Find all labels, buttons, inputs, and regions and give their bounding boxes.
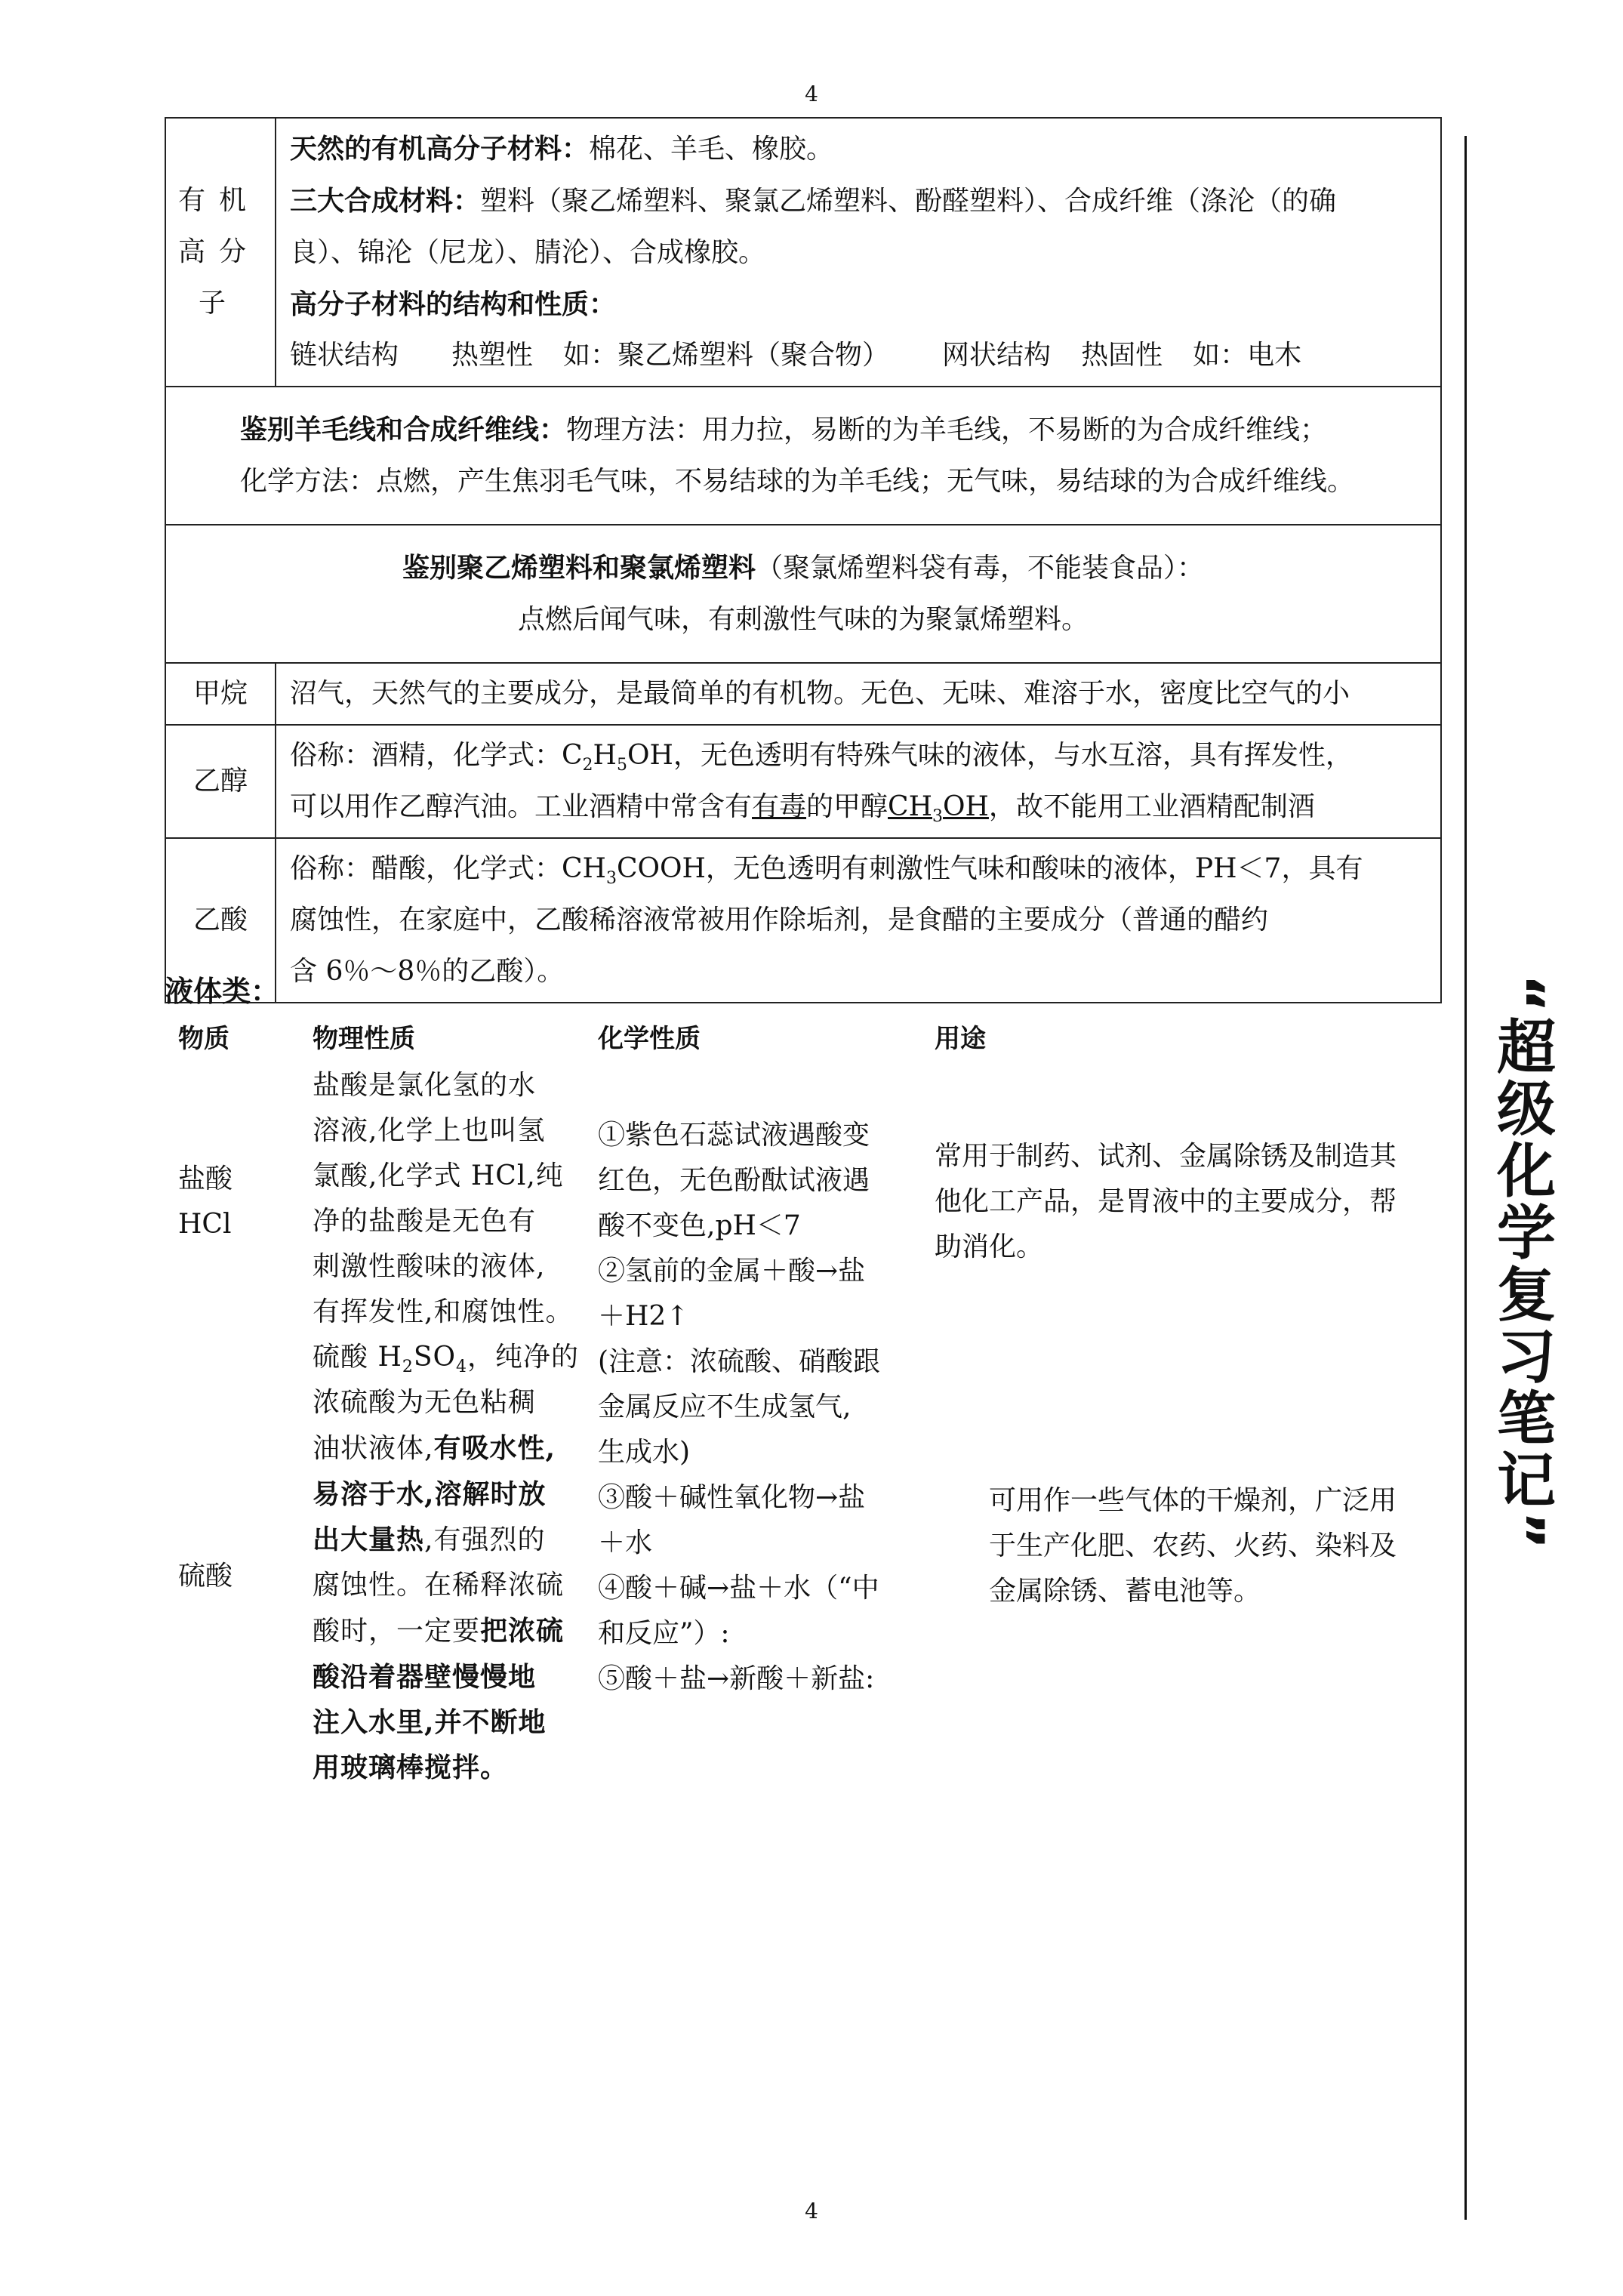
ethanol-text-f: ，故不能用工业酒精配制酒 xyxy=(988,791,1315,822)
h2so4-physical-1c: ，纯净的 xyxy=(467,1342,580,1373)
table-row-ethanol xyxy=(165,725,1441,838)
h2so4-physical-1sub2: 4 xyxy=(456,1358,468,1377)
acetic-text-b: COOH，无色透明有刺激性气味和酸味的液体，PH＜7，具有 xyxy=(616,853,1363,884)
chemical-line: 红色，无色酚酞试液遇 xyxy=(598,1165,870,1196)
label-ethanol: 乙醇 xyxy=(165,725,276,838)
table-row-acetic-acid xyxy=(165,838,1441,1003)
structure-title: 高分子材料的结构和性质： xyxy=(290,288,617,320)
hcl-physical-line: 盐酸是氯化氢的水 xyxy=(313,1070,537,1101)
thermoset-example: 如：电木 xyxy=(1193,340,1302,371)
acetic-text-a: 俗称：醋酸，化学式：CH xyxy=(290,853,606,884)
section-title-liquids: 液体类： xyxy=(165,974,280,1008)
h2so4-physical-7b: 把浓硫 xyxy=(480,1615,565,1647)
acid-chemical-properties xyxy=(598,1113,915,1702)
chemical-line: 和反应”）: xyxy=(598,1618,730,1649)
h2so4-physical-line: 注入水里,并不断地 xyxy=(313,1706,547,1738)
side-title: “超级化学复习笔记” xyxy=(1487,974,1555,1553)
h2so4-name: 硫酸 xyxy=(178,1561,233,1592)
table-row-identify-fiber xyxy=(165,387,1441,525)
chemical-line: ④酸＋碱→盐＋水（“中 xyxy=(598,1573,879,1604)
hcl-formula: HCl xyxy=(178,1209,232,1240)
h2so4-physical-5a: 出大量热 xyxy=(313,1524,425,1555)
ethanol-sub-b: 5 xyxy=(616,756,627,775)
chemical-line: ③酸＋碱性氧化物→盐 xyxy=(598,1482,866,1513)
organic-materials-table xyxy=(165,117,1442,1003)
page-number-bottom: 4 xyxy=(805,2199,818,2224)
methanol-a: CH xyxy=(888,791,932,822)
hcl-physical-line: 净的盐酸是无色有 xyxy=(313,1206,537,1237)
hcl-physical-line: 氯酸,化学式 HCl,纯 xyxy=(313,1160,564,1191)
thermoset: 热固性 xyxy=(1081,340,1163,371)
h2so4-physical-line: 用玻璃棒搅拌。 xyxy=(313,1752,509,1783)
methanol-b: OH xyxy=(943,791,989,822)
synthetic-text-1: 塑料（聚乙烯塑料、聚氯乙烯塑料、酚醛塑料）、合成纤维（涤沦（的确 xyxy=(480,186,1337,217)
ethanol-toxic: 有毒 xyxy=(752,791,807,822)
methane-text: 沼气，天然气的主要成分，是最简单的有机物。无色、无味、难溶于水，密度比空气的小 xyxy=(276,663,1441,725)
chain-structure: 链状结构 xyxy=(290,340,399,371)
hcl-physical-line: 刺激性酸味的液体, xyxy=(313,1251,546,1282)
header-chemical: 化学性质 xyxy=(598,1024,701,1054)
h2so4-physical-line xyxy=(313,1335,584,1380)
ethanol-text-b: H xyxy=(593,740,617,771)
natural-text: 棉花、羊毛、橡胶。 xyxy=(589,134,834,165)
chemical-line: ②氢前的金属＋酸→盐 xyxy=(598,1256,866,1287)
h2so4-physical-line xyxy=(313,1608,584,1654)
table-row-methane xyxy=(165,663,1441,725)
synthetic-title: 三大合成材料： xyxy=(290,185,481,217)
identify-plastic-cell xyxy=(165,525,1441,663)
identify-fiber-physical: 物理方法：用力拉，易断的为羊毛线，不易断的为合成纤维线； xyxy=(566,415,1328,445)
methanol-sub: 3 xyxy=(932,807,943,827)
identify-fiber-chemical: 化学方法：点燃，产生焦羽毛气味，不易结球的为羊毛线；无气味，易结球的为合成纤维线。 xyxy=(240,466,1355,497)
ethanol-text-e: 的甲醇 xyxy=(806,791,888,822)
h2so4-physical-5b: ,有强烈的 xyxy=(424,1524,546,1555)
synthetic-text-2: 良）、锦沦（尼龙）、腈沦）、合成橡胶。 xyxy=(290,237,766,268)
label-acetic-acid: 乙酸 xyxy=(165,838,276,1003)
chemical-line: 金属反应不生成氢气, xyxy=(598,1391,852,1422)
methanol-formula xyxy=(888,791,989,827)
identify-plastic-method: 点燃后闻气味，有刺激性气味的为聚氯烯塑料。 xyxy=(517,604,1089,635)
hcl-use-line: 常用于制药、试剂、金属除锈及制造其 xyxy=(935,1141,1397,1172)
h2so4-use-line: 可用作一些气体的干燥剂，广泛用 xyxy=(989,1485,1397,1516)
polymer-content xyxy=(276,118,1441,387)
header-physical: 物理性质 xyxy=(313,1024,415,1054)
thermoplastic: 热塑性 xyxy=(451,340,534,371)
h2so4-physical-line xyxy=(313,1517,584,1563)
h2so4-use xyxy=(989,1478,1442,1614)
chemical-line: ①紫色石蕊试液遇酸变 xyxy=(598,1120,870,1151)
acetic-acid-content xyxy=(276,838,1441,1003)
h2so4-physical-line: 酸沿着器壁慢慢地 xyxy=(313,1661,537,1693)
h2so4-physical-1a: 硫酸 H xyxy=(313,1342,402,1373)
hcl-physical xyxy=(313,1063,584,1335)
hcl-name: 盐酸 xyxy=(178,1163,233,1194)
acetic-text-c: 腐蚀性，在家庭中，乙酸稀溶液常被用作除垢剂，是食醋的主要成分（普通的醋约 xyxy=(290,905,1269,935)
h2so4-physical-line: 浓硫酸为无色粘稠 xyxy=(313,1387,537,1418)
h2so4-physical-3b: 有吸水性, xyxy=(433,1432,556,1464)
chemical-line: ＋水 xyxy=(598,1527,653,1558)
margin-divider-line xyxy=(1464,136,1467,2220)
ethanol-text-a: 俗称：酒精，化学式：C xyxy=(290,740,583,771)
h2so4-physical-1b: SO xyxy=(413,1342,457,1373)
h2so4-physical-line: 腐蚀性。在稀释浓硫 xyxy=(313,1570,565,1601)
thermoplastic-example: 如：聚乙烯塑料（聚合物） xyxy=(563,340,890,371)
h2so4-physical xyxy=(313,1335,584,1790)
network-structure: 网状结构 xyxy=(942,340,1052,371)
chemical-line: ＋H2↑ xyxy=(598,1301,689,1332)
acetic-sub: 3 xyxy=(605,869,617,889)
acetic-text-d: 含 6％～8％的乙酸）。 xyxy=(290,956,565,987)
identify-plastic-title: 鉴别聚乙烯塑料和聚氯烯塑料 xyxy=(402,552,756,584)
ethanol-text-c: OH，无色透明有特殊气味的液体，与水互溶，具有挥发性， xyxy=(627,740,1353,771)
hcl-use-line: 助消化。 xyxy=(935,1231,1044,1262)
hcl-physical-line: 溶液,化学上也叫氢 xyxy=(313,1115,546,1146)
h2so4-use-line: 于生产化肥、农药、火药、染料及 xyxy=(989,1530,1397,1561)
chemical-line: 生成水) xyxy=(598,1437,691,1468)
hcl-use-line: 他化工产品，是胃液中的主要成分，帮 xyxy=(935,1186,1397,1217)
h2so4-physical-line xyxy=(313,1425,584,1472)
label-methane: 甲烷 xyxy=(165,663,276,725)
ethanol-content xyxy=(276,725,1441,838)
h2so4-physical-1sub: 2 xyxy=(402,1358,414,1377)
hcl-use xyxy=(935,1134,1448,1270)
table-row-identify-plastic xyxy=(165,525,1441,663)
header-use: 用途 xyxy=(935,1024,986,1054)
chemical-line: ⑤酸＋盐→新酸＋新盐: xyxy=(598,1663,875,1694)
hcl-name-block xyxy=(178,1157,233,1247)
table-row-polymer xyxy=(165,118,1441,387)
identify-plastic-note: （聚氯烯塑料袋有毒，不能装食品）： xyxy=(756,553,1205,584)
ethanol-text-d: 可以用作乙醇汽油。工业酒精中常含有 xyxy=(290,791,753,822)
page-number-top: 4 xyxy=(805,82,818,106)
natural-title: 天然的有机高分子材料： xyxy=(290,133,590,165)
h2so4-physical-line: 易溶于水,溶解时放 xyxy=(313,1478,547,1510)
chemical-line: 酸不变色,pH＜7 xyxy=(598,1210,801,1241)
h2so4-use-line: 金属除锈、蓄电池等。 xyxy=(989,1576,1261,1607)
identify-fiber-cell xyxy=(165,387,1441,525)
h2so4-physical-7a: 酸时，一定要 xyxy=(313,1616,481,1647)
chemical-line: (注意：浓硫酸、硝酸跟 xyxy=(598,1346,881,1377)
ethanol-sub-a: 2 xyxy=(582,756,593,775)
label-polymer: 有机高分子 xyxy=(165,118,276,387)
h2so4-physical-3a: 油状液体, xyxy=(313,1433,434,1464)
header-substance: 物质 xyxy=(178,1024,229,1054)
identify-fiber-title: 鉴别羊毛线和合成纤维线： xyxy=(240,414,567,445)
hcl-physical-line: 有挥发性,和腐蚀性。 xyxy=(313,1296,574,1327)
